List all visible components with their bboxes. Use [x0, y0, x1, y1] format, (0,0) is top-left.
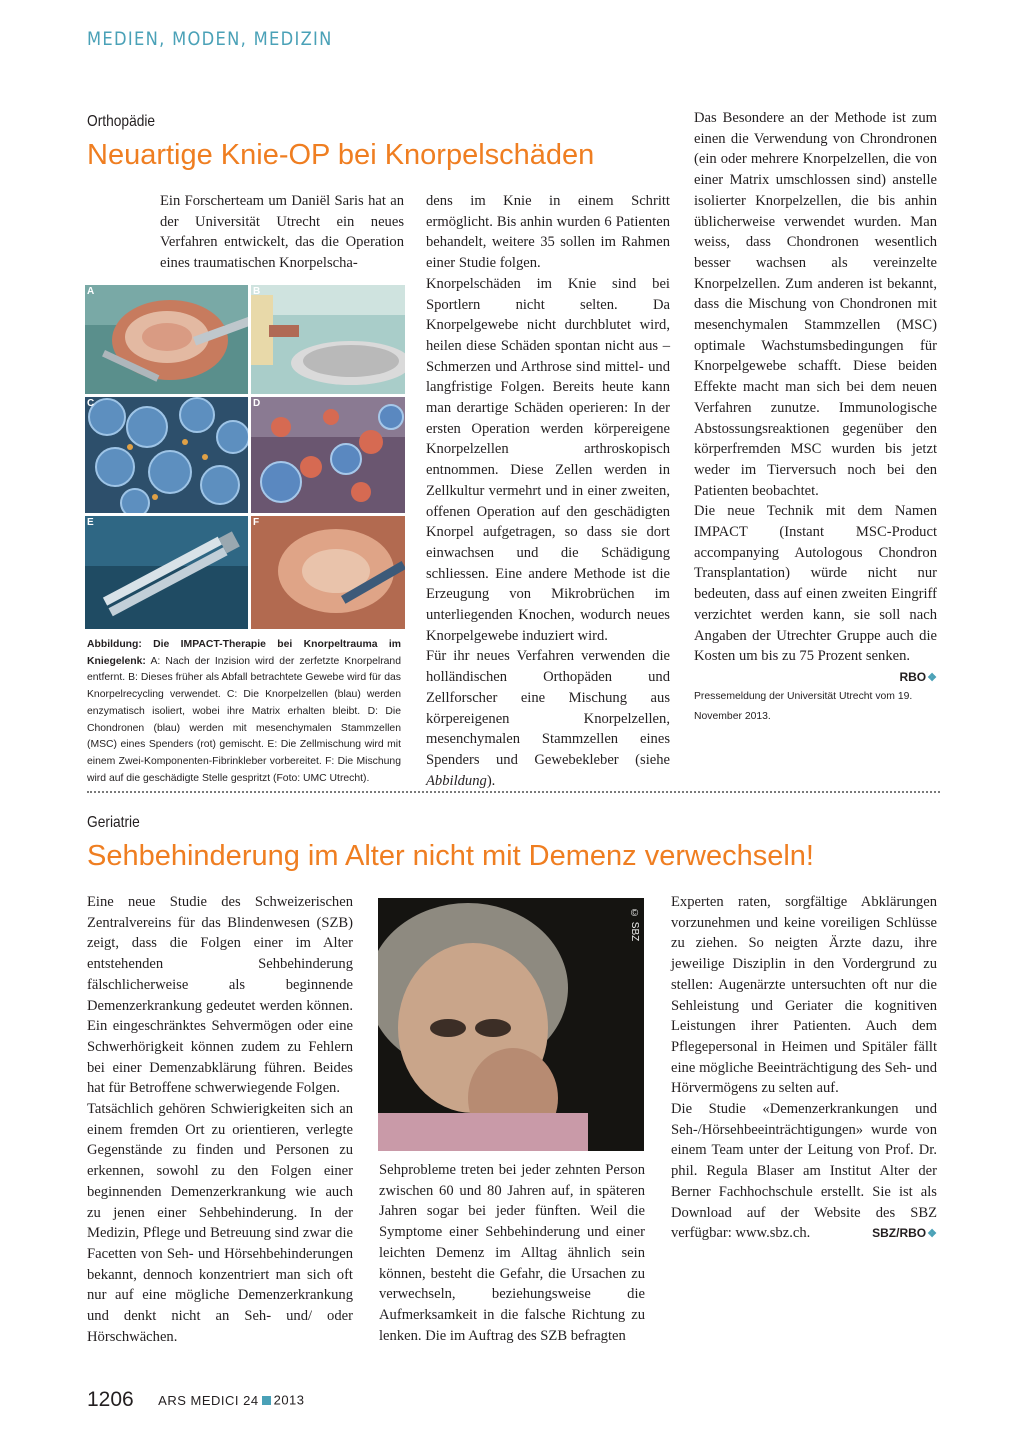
article1-col3-p2 — [694, 501, 937, 684]
knee-surgery-image — [85, 285, 248, 394]
article1-col3-p1: Das Besondere an der Methode ist zum einen die Verwendung von Chrondronen (ein oder mehrere Knorpelzellen, die von einer Matrix umschlossen sind) anstelle isolierter Knorpelzellen, die bis anhin üblicherweise verwendet wurden. Man weiss, dass Chondronen wesentlich besser wachsen als vereinzelte Knorpelzellen. Zum anderen ist bekannt, dass die Mischung von Chondronen mit mesenchymalen Stammzellen (MSC) optimale Wachstumsbedingungen für Knorpelgewebe schafft. Diese beiden Effekte macht man sich bei dem neuen Verfahren zunutze. Immunologische Abstossungsreaktionen gegenüber den körperfremden MSC wurden bis jetzt weder im Tierversuch noch bei den Patienten beobachtet. — [694, 110, 937, 499]
article1-signature — [899, 667, 937, 689]
article2-col3-p2 — [671, 1099, 937, 1244]
article2-signature — [872, 1223, 937, 1245]
panel-label-c: C — [87, 398, 95, 409]
article2-col3-p2-text: Die Studie «Demenzerkrankungen und Seh-/Hörsehbeeinträchtigungen» wurde von einem Team unter der Leitung von Prof. Dr. phil. Regula Blaser am Institut Alter der Berner Fachhochschule erstellt. Sie ist als Download auf der Website des SBZ verfügbar: www.sbz.ch. — [671, 1101, 937, 1242]
impact-figure — [85, 285, 405, 629]
article2-col1 — [87, 892, 353, 1347]
figure-panel-c — [85, 397, 248, 513]
article2-signature-text: SBZ/RBO — [872, 1226, 927, 1241]
article1-col2-p1: dens im Knie in einem Schritt ermöglicht. Bis anhin wurden 6 Patienten behandelt, weitere 35 sollen im Rahmen einer Studie folgen. — [426, 193, 670, 272]
article1-col2-p3 — [426, 646, 670, 791]
panel-label-e: E — [87, 517, 94, 528]
article1-title: Neuartige Knie-OP bei Knorpelschäden — [87, 139, 595, 171]
caption-text: A: Nach der Inzision wird der zerfetzte Knorpelrand entfernt. B: Dieses früher als Abfall betrachtete Gewebe wird für das Knorpelrecycling verwendet. C: Die Knorpelzellen (blau) werden enzymatisch isoliert, wobei ihre Matrix erhalten bleibt. D: Die Chondronen (blau) werden mit mesenchymalen Stammzellen (MSC) eines Spenders (rot) gemischt. E: Die Zellmischung wird mit einem Zwei-Komponenten-Fibrinkleber vorbereitet. F: Die Mischung wird auf die geschädigte Stelle gespritzt (Foto: UMC Utrecht). — [87, 655, 401, 784]
article2-col2 — [379, 1160, 645, 1346]
journal-name: ARS MEDICI 24 — [158, 1392, 259, 1408]
article2-col3 — [671, 892, 937, 1245]
article1-kicker: Orthopädie — [87, 113, 156, 130]
panel-label-b: B — [253, 286, 261, 297]
article1-col2 — [426, 191, 670, 791]
caption-title: Abbildung: Die IMPACT-Therapie bei Knorpeltrauma im Kniegelenk: — [87, 639, 401, 667]
tissue-dish-image — [251, 285, 405, 394]
article1-col2-p2: Knorpelschäden im Knie sind bei Sportlern nicht selten. Da Knorpelgewebe nicht durchblutet wird, heilen diese Schäden spontan nicht aus – Schmerzen und Arthrose sind mittel- und langfristige Folgen. Bereits heute kann man derartige Schäden operieren: In der ersten Operation werden körpereigene Knorpelzellen arthroskopisch entnommen. Diese Zellen werden in Zellkultur vermehrt und in einer zweiten, offenen Operation auf den geschädigten Knorpel aufgetragen, so dass sie dort einwachsen und die Schädigung schliessen. Eine andere Methode ist die Erzeugung von Mikrobrüchen im unterliegenden Knochen, wodurch neues Knorpelgewebe induziert wird. — [426, 275, 670, 644]
page-number: 1206 — [87, 1388, 134, 1411]
cartilage-cells-image — [85, 397, 248, 513]
article2-title: Sehbehinderung im Alter nicht mit Demenz verwechseln! — [87, 840, 814, 872]
figure-panel-a — [85, 285, 248, 394]
photo-credit: © SBZ — [629, 908, 640, 942]
panel-label-f: F — [253, 517, 260, 528]
article2-kicker: Geriatrie — [87, 814, 140, 831]
portrait-image — [378, 898, 644, 1151]
syringe-image — [85, 516, 248, 629]
cell-mixture-image — [251, 397, 405, 513]
section-divider — [87, 791, 940, 793]
article2-col1-p1: Eine neue Studie des Schweizerischen Zentralvereins für das Blindenwesen (SZB) zeigt, dass die Folgen einer im Alter entstehenden Sehbehinderung fälschlicherweise als beginnende Demenzerkrankung gedeutet werden können. Ein eingeschränktes Sehvermögen oder eine Schwerhörigkeit können zudem zu Fehlern bei einer Demenzabklärung führen. Beides hat für Betroffene schwerwiegende Folgen. — [87, 894, 353, 1097]
article1-col3-p2-text: Die neue Technik mit dem Namen IMPACT (Instant MSC-Product accompanying Autologous Chondron Transplantation) würde nicht nur bedeuten, dass auf einen zweiten Eingriff verzichtet werden kann, sie soll nach Angaben der Utrechter Gruppe auch die Kosten um bis zu 75 Prozent senken. — [694, 503, 937, 665]
panel-label-d: D — [253, 398, 261, 409]
figure-caption — [87, 637, 401, 787]
section-header: MEDIEN, MODEN, MEDIZIN — [87, 28, 333, 50]
figure-panel-f — [251, 516, 405, 629]
knee-injection-image — [251, 516, 405, 629]
article2-col2-text: Sehprobleme treten bei jeder zehnten Person zwischen 60 und 80 Jahren auf, in späteren Jahren sogar bei jeder fünften. Weil die Symptome einer Sehbehinderung und einer leichten Demenz im Alltag ähnlich sein können, besteht die Gefahr, die Ursachen zu verwechseln, beziehungsweise die Aufmerksamkeit in die falsche Richtung zu lenken. Die im Auftrag des SZB befragten — [379, 1162, 645, 1344]
article1-col2-p3-em: Abbildung — [426, 772, 487, 789]
square-icon — [262, 1396, 271, 1405]
article1-col1 — [160, 191, 404, 274]
elderly-woman-photo — [378, 898, 644, 1151]
article1-col2-p3-end: ). — [486, 772, 496, 789]
figure-panel-b — [251, 285, 405, 394]
article1-col2-p3-text: Für ihr neues Verfahren verwenden die holländischen Orthopäden und Zellforscher eine Mischung aus körpereigenen Knorpelzellen, mesenchymalen Stammzellen eines Spenders und Gewebekleber (siehe — [426, 648, 670, 768]
article1-col1-text: Ein Forscherteam um Daniël Saris hat an der Universität Utrecht ein neues Verfahren entwickelt, das die Operation eines traumatischen Knorpelscha- — [160, 193, 404, 272]
article1-source: Pressemeldung der Universität Utrecht vom 19. November 2013. — [694, 691, 913, 722]
panel-label-a: A — [87, 286, 95, 297]
diamond-icon: ❖ — [927, 1228, 937, 1241]
figure-panel-e — [85, 516, 248, 629]
article2-col1-p2: Tatsächlich gehören Schwierigkeiten sich an einem fremden Ort zu orientieren, verlegte Gegenstände zu finden und Personen zu erkennen, sowohl zu den Folgen einer beginnenden Demenzerkrankung wie auch zu jenen einer Sehbehinderung. In der Medizin, Pflege und Betreuung sind zwar die Facetten von Seh- und Hörsehbehinderungen bekannt, dennoch konzentriert man sich oft nur auf eine mögliche Demenzerkrankung und denkt nicht an Seh- und/ oder Hörschwächen. — [87, 1101, 353, 1345]
figure-panel-d — [251, 397, 405, 513]
article1-col3 — [694, 108, 937, 689]
journal-year: 2013 — [273, 1392, 305, 1408]
article2-col3-p1: Experten raten, sorgfältige Abklärungen vorzunehmen und keine voreiligen Schlüsse zu ziehen. So neigten Ärzte dazu, ihre jeweilige Disziplin in den Vordergrund zu stellen: Augenärzte untersuchten oft nur die Sehleistung und Geriater die kognitiven Leistungen ihrer Patienten. Auch dem Pflegepersonal in Heimen und Spitäler fällt eine mögliche Beeinträchtigung des Seh- und Hörvermögens zu selten auf. — [671, 894, 937, 1097]
page-footer — [87, 1388, 305, 1412]
diamond-icon: ❖ — [927, 671, 937, 684]
article1-signature-text: RBO — [899, 669, 927, 684]
